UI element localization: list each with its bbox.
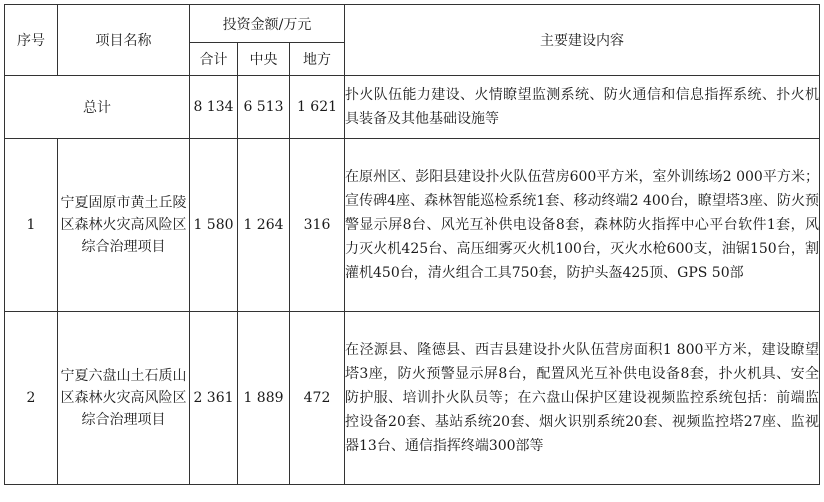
row-total: 2 361 (190, 312, 238, 485)
row-index: 1 (5, 139, 58, 312)
header-central: 中央 (238, 43, 290, 76)
row-project-name: 宁夏固原市黄土丘陵区森林火灾高风险区综合治理项目 (58, 139, 190, 312)
table-row (5, 139, 820, 312)
summary-label: 总计 (5, 76, 190, 139)
row-content: 在泾源县、隆德县、西吉县建设扑火队伍营房面积1 800平方米，建设瞭望塔3座，防火预警显示屏8台，配置风光互补供电设备8套，扑火机具、安全防护服、培训扑火队员等；在六盘山保护区建设视频监控系统包括：前端监控设备20套、基站系统20套、烟火识别系统20套、视频监控塔27座、监视器13台、通信指挥终端300部等 (345, 312, 820, 485)
header-local: 地方 (290, 43, 345, 76)
row-index: 2 (5, 312, 58, 485)
row-content: 在原州区、彭阳县建设扑火队伍营房600平方米，室外训练场2 000平方米；宣传碑4座、森林智能巡检系统1套、移动终端2 400台，瞭望塔3座、防火预警显示屏8台、风光互补供电设备8套，森林防火指挥中心平台软件1套，风力灭火机425台、高压细雾灭火机100台，灭火水枪600支，油锯150台，割灌机450台，清火组合工具750套，防护头盔425顶、GPS 50部 (345, 139, 820, 312)
summary-row (5, 76, 820, 139)
header-content: 主要建设内容 (345, 5, 820, 76)
header-index: 序号 (5, 5, 58, 76)
summary-central: 6 513 (238, 76, 290, 139)
summary-local: 1 621 (290, 76, 345, 139)
summary-content: 扑火队伍能力建设、火情瞭望监测系统、防火通信和信息指挥系统、扑火机具装备及其他基础设施等 (345, 76, 820, 139)
row-project-name: 宁夏六盘山土石质山区森林火灾高风险区综合治理项目 (58, 312, 190, 485)
header-row-1 (5, 5, 820, 43)
row-local: 316 (290, 139, 345, 312)
row-total: 1 580 (190, 139, 238, 312)
row-local: 472 (290, 312, 345, 485)
row-central: 1 264 (238, 139, 290, 312)
header-investment: 投资金额/万元 (190, 5, 345, 43)
header-project-name: 项目名称 (58, 5, 190, 76)
table-row (5, 312, 820, 485)
summary-total: 8 134 (190, 76, 238, 139)
investment-table (4, 4, 820, 485)
row-central: 1 889 (238, 312, 290, 485)
header-total: 合计 (190, 43, 238, 76)
